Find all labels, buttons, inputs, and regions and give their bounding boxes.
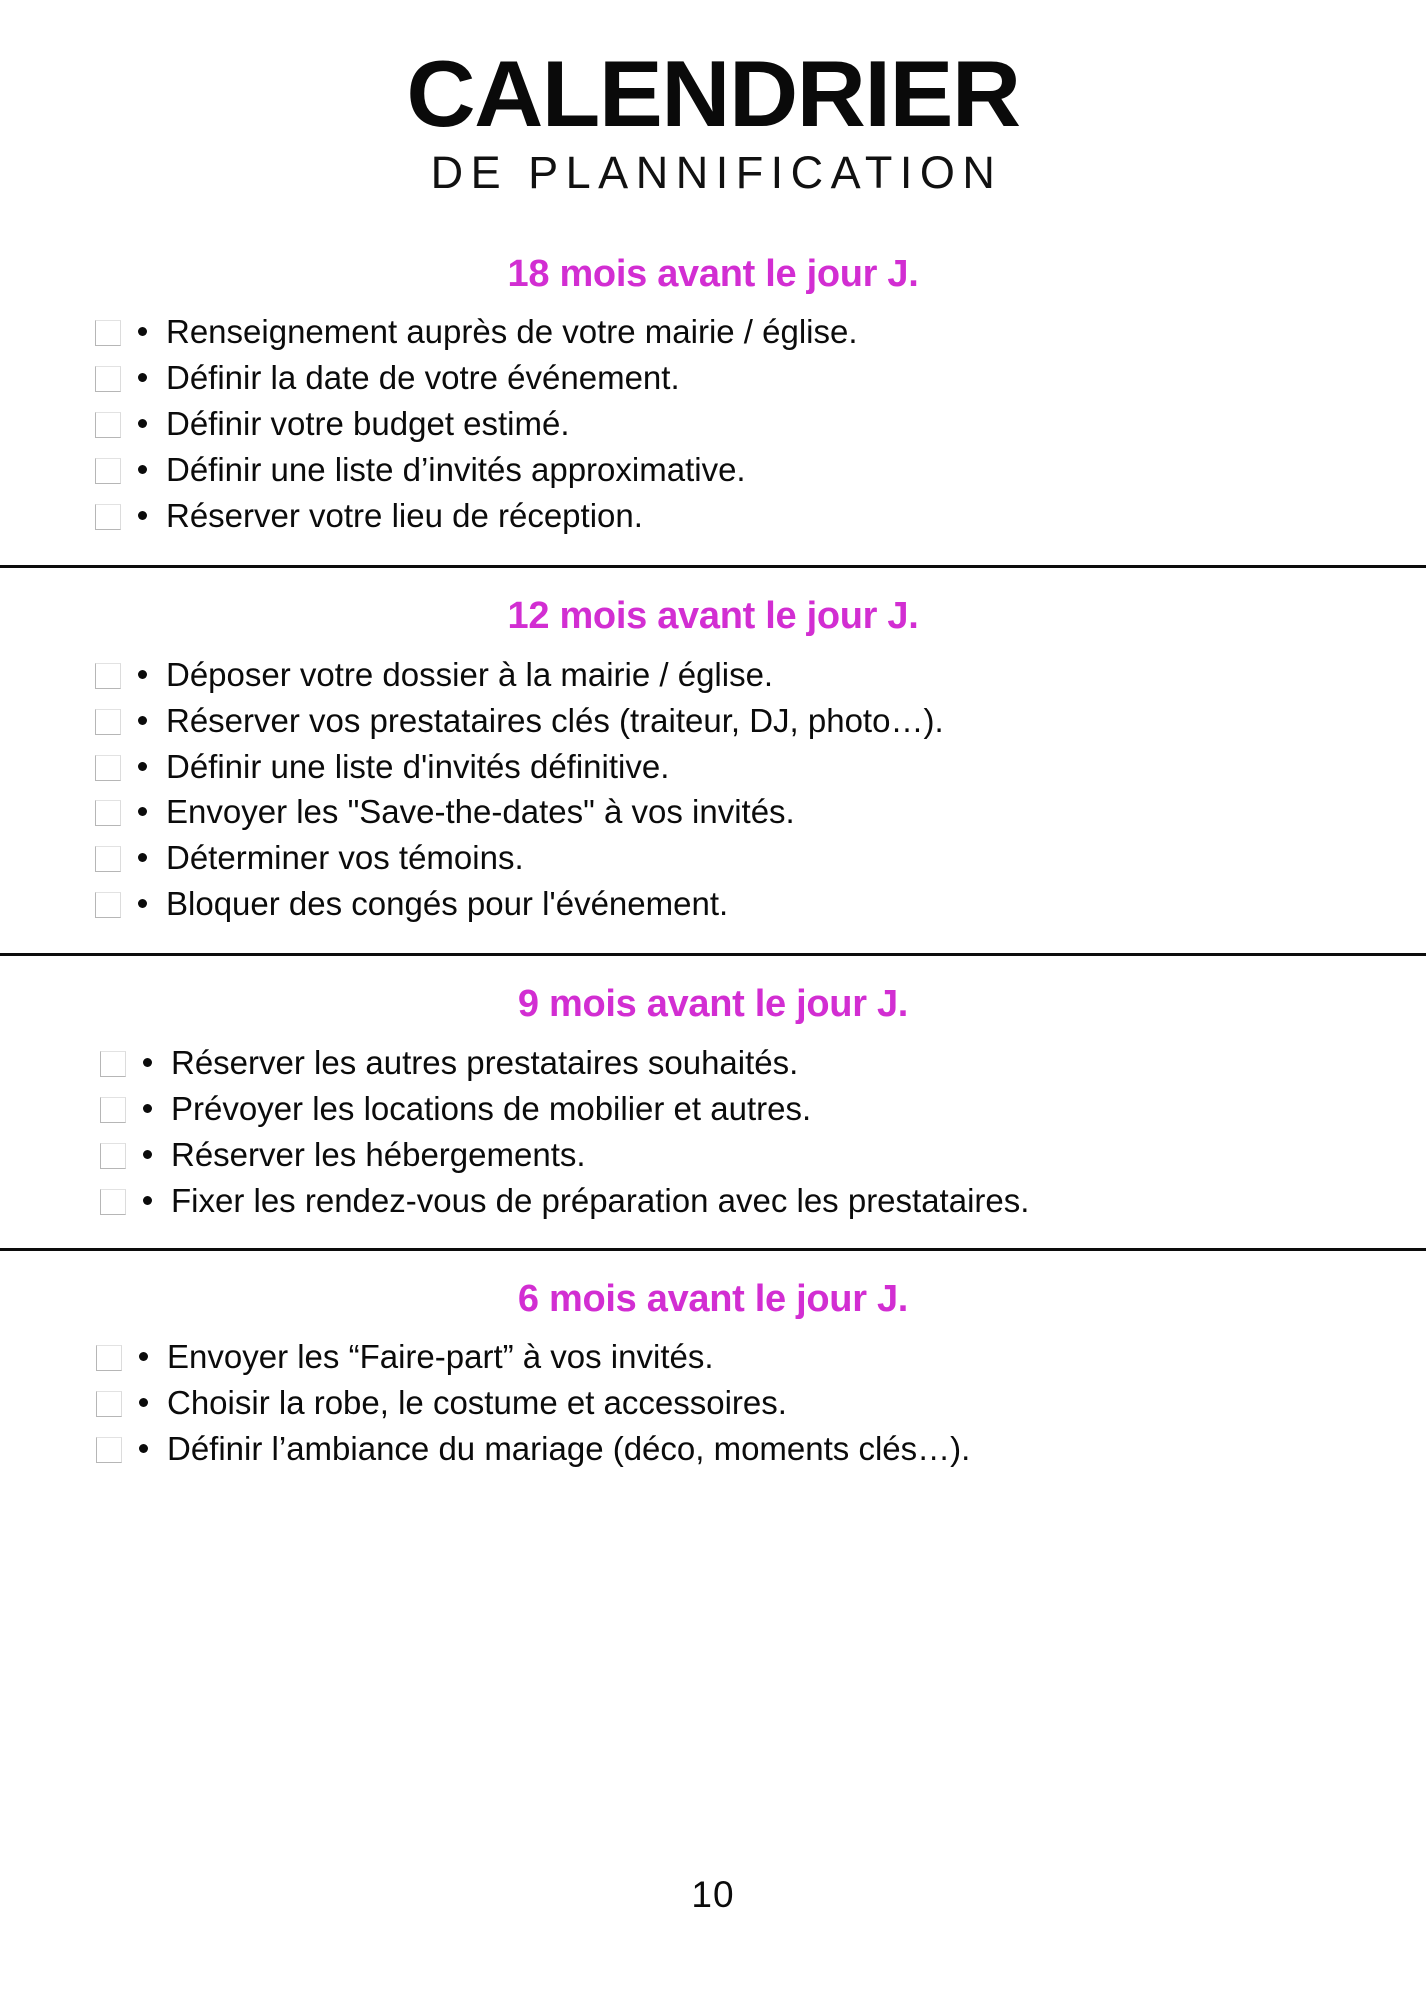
checkbox-empty-icon[interactable] bbox=[95, 709, 121, 735]
bullet-dot-icon bbox=[139, 1444, 148, 1453]
bullet-dot-icon bbox=[138, 853, 147, 862]
checkbox-empty-icon[interactable] bbox=[100, 1189, 126, 1215]
checklist-section bbox=[0, 953, 1426, 1247]
section-title: 6 mois avant le jour J. bbox=[517, 1277, 909, 1320]
checklist-item-label: Fixer les rendez-vous de préparation avec les prestataires. bbox=[171, 1181, 1030, 1219]
checkbox-empty-icon[interactable] bbox=[100, 1097, 126, 1123]
checkbox-empty-icon[interactable] bbox=[95, 755, 121, 781]
checklist-item[interactable] bbox=[95, 355, 1426, 401]
checkbox-empty-icon[interactable] bbox=[95, 504, 121, 530]
checklist-item[interactable] bbox=[96, 1380, 1426, 1426]
checklist-item-label: Bloquer des congés pour l'événement. bbox=[166, 885, 729, 923]
checklist-item-label: Envoyer les “Faire-part” à vos invités. bbox=[167, 1338, 714, 1376]
checklist-item-label: Réserver votre lieu de réception. bbox=[166, 497, 643, 535]
checklist-item[interactable] bbox=[100, 1040, 1426, 1086]
bullet-dot-icon bbox=[138, 670, 147, 679]
page-subtitle: DE PLANNIFICATION bbox=[430, 147, 1003, 199]
checkbox-empty-icon[interactable] bbox=[100, 1143, 126, 1169]
bullet-dot-icon bbox=[138, 373, 147, 382]
checklist-item[interactable] bbox=[95, 881, 1426, 927]
checkbox-empty-icon[interactable] bbox=[96, 1437, 122, 1463]
checklist-item[interactable] bbox=[95, 789, 1426, 835]
checklist-section bbox=[0, 232, 1426, 565]
section-title: 18 mois avant le jour J. bbox=[507, 252, 919, 295]
checklist-item-list bbox=[0, 309, 1426, 565]
checklist-item-list bbox=[0, 652, 1426, 953]
page-number: 10 bbox=[691, 1874, 735, 1915]
checklist-item-label: Choisir la robe, le costume et accessoires. bbox=[167, 1384, 787, 1422]
checkbox-empty-icon[interactable] bbox=[95, 663, 121, 689]
checklist-item-label: Déterminer vos témoins. bbox=[166, 839, 524, 877]
checkbox-empty-icon[interactable] bbox=[95, 892, 121, 918]
checkbox-empty-icon[interactable] bbox=[96, 1345, 122, 1371]
checkbox-empty-icon[interactable] bbox=[95, 458, 121, 484]
checklist-item-label: Envoyer les "Save-the-dates" à vos invités. bbox=[166, 793, 795, 831]
checkbox-empty-icon[interactable] bbox=[95, 412, 121, 438]
bullet-dot-icon bbox=[143, 1058, 152, 1067]
checkbox-empty-icon[interactable] bbox=[100, 1051, 126, 1077]
bullet-dot-icon bbox=[138, 762, 147, 771]
checklist-item[interactable] bbox=[95, 401, 1426, 447]
checklist-section bbox=[0, 565, 1426, 953]
checklist-item-label: Définir une liste d'invités définitive. bbox=[166, 747, 670, 785]
bullet-dot-icon bbox=[138, 807, 147, 816]
checklist-item[interactable] bbox=[96, 1334, 1426, 1380]
checklist-item[interactable] bbox=[95, 652, 1426, 698]
page-title: CALENDRIER bbox=[406, 41, 1020, 146]
checklist-item[interactable] bbox=[95, 309, 1426, 355]
section-title: 12 mois avant le jour J. bbox=[507, 594, 919, 637]
bullet-dot-icon bbox=[138, 327, 147, 336]
bullet-dot-icon bbox=[143, 1196, 152, 1205]
bullet-dot-icon bbox=[139, 1398, 148, 1407]
checklist-item-list bbox=[0, 1334, 1426, 1496]
bullet-dot-icon bbox=[138, 899, 147, 908]
checklist-section bbox=[0, 1248, 1426, 1497]
bullet-dot-icon bbox=[138, 511, 147, 520]
bullet-dot-icon bbox=[143, 1104, 152, 1113]
checklist-item[interactable] bbox=[95, 698, 1426, 744]
bullet-dot-icon bbox=[138, 419, 147, 428]
bullet-dot-icon bbox=[138, 716, 147, 725]
checklist-item-label: Prévoyer les locations de mobilier et autres. bbox=[171, 1089, 812, 1127]
section-title: 9 mois avant le jour J. bbox=[517, 983, 909, 1026]
checkbox-empty-icon[interactable] bbox=[95, 846, 121, 872]
checklist-item[interactable] bbox=[100, 1178, 1426, 1224]
checklist-item-label: Définir votre budget estimé. bbox=[166, 405, 570, 443]
checklist-item-label: Réserver les autres prestataires souhaités. bbox=[171, 1043, 799, 1081]
checklist-item-label: Réserver vos prestataires clés (traiteur, DJ, photo…). bbox=[166, 701, 944, 739]
checklist-item-label: Déposer votre dossier à la mairie / église. bbox=[166, 655, 774, 693]
checklist-item[interactable] bbox=[95, 447, 1426, 493]
checklist-item-label: Renseignement auprès de votre mairie / église. bbox=[166, 313, 858, 351]
bullet-dot-icon bbox=[139, 1352, 148, 1361]
checklist-item-label: Définir l’ambiance du mariage (déco, moments clés…). bbox=[167, 1430, 971, 1468]
checkbox-empty-icon[interactable] bbox=[95, 366, 121, 392]
checklist-item[interactable] bbox=[95, 835, 1426, 881]
checklist-item[interactable] bbox=[96, 1426, 1426, 1472]
checkbox-empty-icon[interactable] bbox=[95, 800, 121, 826]
bullet-dot-icon bbox=[143, 1150, 152, 1159]
bullet-dot-icon bbox=[138, 465, 147, 474]
checklist-item-label: Définir la date de votre événement. bbox=[166, 359, 680, 397]
checklist-item[interactable] bbox=[95, 744, 1426, 790]
checklist-item[interactable] bbox=[95, 493, 1426, 539]
checklist-item-label: Réserver les hébergements. bbox=[171, 1135, 586, 1173]
checklist-item[interactable] bbox=[100, 1086, 1426, 1132]
checkbox-empty-icon[interactable] bbox=[96, 1391, 122, 1417]
checklist-item[interactable] bbox=[100, 1132, 1426, 1178]
document-header bbox=[0, 0, 1426, 198]
checklist-sections bbox=[0, 232, 1426, 1497]
checkbox-empty-icon[interactable] bbox=[95, 320, 121, 346]
checklist-item-list bbox=[0, 1040, 1426, 1248]
checklist-item-label: Définir une liste d’invités approximative. bbox=[166, 451, 746, 489]
